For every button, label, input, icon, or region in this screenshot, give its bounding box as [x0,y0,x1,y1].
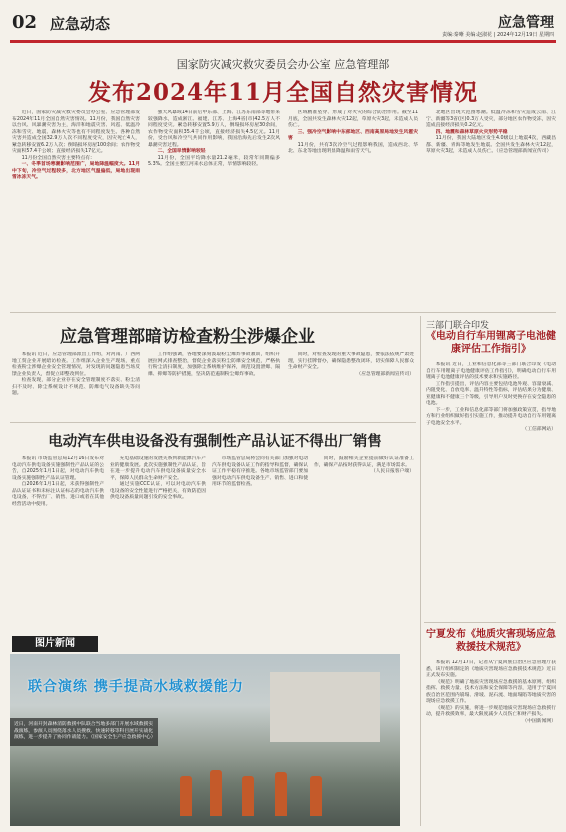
paragraph: 同时，鼓励相关企业提前做好认证准备工作，确保产品按时获得认证，满足市场需求。 [314,456,414,468]
byline: （应急管理部新闻宣传司） [356,371,414,377]
subheading: 三、强冷空气影响中东部地区、西南高原局地发生风雹灾害 [288,129,418,141]
subheading: 一、冬季首场寒潮影响范围广，局地降温幅度大。11月中下旬，冷空气过程较多，北方地区气温偏低，局地出现雨雪冰冻天气。 [12,162,140,180]
paragraph: 本报讯 市场监管总局12月16日发布对电动汽车供电设备实施强制性产品认证的公告，自2025年1月1日起，对电动汽车供电设备实施强制性产品认证管理。 [12,456,104,481]
paragraph: 11月份，我国大陆地区发生4.0级以上地震4次，西藏昌都、新疆、青海等地发生地震。全国共发生森林火灾12起，草原火灾3起，未造成人员伤亡。（应急管理部新闻宣传司） [426,136,556,154]
section-title: 应急动态 [50,15,111,33]
lead-column-2 [148,110,280,306]
paragraph: 本报讯 12月17日，记者从宁夏回族自治区应急管理厅获悉，该厅组织制定的《地质灾害现场应急救援技术规范》近日正式发布实施。 [426,660,556,678]
subheading: 二、全国旱情影响较轻 [157,149,206,154]
lead-column-1 [12,110,140,306]
paragraph: 通过实施CCC认证，可以对电动汽车供电设备的安全性能进行严格把关，有效防范因供电设备质量问题引发的安全事故。 [110,482,206,500]
lead-kicker: 国家防灾减灾救灾委员会办公室 应急管理部 [176,58,390,71]
paragraph: 北地区出现大范围寒潮。低温冷冻和雪灾造成云南、江宁、新疆等3省(区)0.3万人受灾，部分地区农作物受冻，因灾造成直接经济损失0.2亿元。 [426,110,556,128]
paragraph: 自2026年1月1日起，未获得强制性产品认证证书和未标注认证标志的电动汽车供电设备，不得出厂、销售、进口或者在其他经营活动中使用。 [12,482,104,507]
right-article2-body [426,660,556,826]
paragraph: 同时，对检查发现的重大事故隐患，要依法依规严肃处理，实行挂牌督办，确保隐患整改闭环，切实保障人民群众生命财产安全。 [288,352,414,370]
subheading: 四、地震和森林草原火灾形势平稳 [435,129,508,135]
article3-column-2 [110,456,206,646]
section-divider [424,622,556,623]
paragraph: 《规范》的实施，将进一步规范地质灾害现场应急救援行动，提升救援效率，最大限度减少人员伤亡和财产损失。 [426,705,556,717]
lead-column-4 [426,110,556,306]
paragraph: 本报讯 近日，应急管理部派出工作组，对河南、广西两地工贸企业开展暗访检查。工作组深入企业生产现场，重点检查粉尘涉爆企业安全管理情况，对发现的问题隐患当场反馈企业负责人，督促立即整改到位。 [12,352,140,377]
paragraph: 工作组强调，各地要深刻汲取粉尘爆炸事故教训，组织开展拉网式排查整治，督促企业落实粉尘防爆安全规范，严格执行粉尘清扫制度，加强除尘系统维护保养，规范设置泄爆、隔爆、抑爆等防护措施，坚决防范遏制粉尘爆炸事故。 [148,352,280,377]
paragraph: 近日，国家防灾减灾救灾委员会办公室、应急管理部发布2024年11月全国自然灾害情况。11月份，我国自然灾害以台风、风暴潮灾害为主，海洋和地震灾害、风雹、低温冷冻和雪灾、地震、森林火灾等也有不同程度发生。各种自然灾害共造成全国32.9万人次不同程度受灾，因灾死亡4人，紧急转移安置6.2万人次；倒塌损坏房屋100余间；农作物受灾面积57.4千公顷；直接经济损失17亿元。 [12,110,140,154]
lead-title: 发布2024年11月全国自然灾害情况 [87,79,479,106]
section-divider [10,422,416,423]
paragraph: 11月份，全国平均降水量21.2毫米，较常年同期偏多5.3%。全国主要江河来水总体正常，旱情影响较轻。 [148,155,280,167]
photo-rescuer [180,776,192,816]
paragraph: 市场监管总局将会同有关部门加强对电动汽车供电设备认证工作的指导和监督，确保认证工作平稳有序推进。各地市场监管部门要加强对电动汽车供电设备生产、销售、进口和使用环节的监督检查。 [212,456,308,487]
paper-name: 应急管理 [498,15,554,31]
article2-column-2 [148,352,280,416]
column-divider [420,316,421,826]
right-article1-title: 《电动自行车用锂离子电池健康评估工作指引》 [426,331,556,355]
right-section-label: 三部门联合印发 [426,321,490,331]
photo-caption: 近日，河南开封森林消防救援中队联合当地多部门开展水域救援实战演练，参演人员围绕落水人员搜救、快速转移等科目展开实战化演练，进一步提升了协同作战能力。（国家安全生产应急救援中心） [10,718,158,746]
paragraph: 工作指引提出，评估内容主要包括电池外观、容量衰减、内阻变化、自放电率、温升特性等指标，评估结果分为健康、亚健康和不健康三个等级，引导用户及时更换存在安全隐患的电池。 [426,381,556,406]
article3-column-1 [12,456,104,646]
photo-rescuer [210,770,222,816]
section-divider [10,312,556,313]
article2-column-3 [288,352,414,416]
paragraph: 检查发现，部分企业存在安全管理制度不落实、粉尘清扫不及时、除尘系统设计不规范、防爆电气设备缺失等问题。 [12,378,140,396]
lead-column-3 [288,110,418,306]
photo-rescuer [310,776,322,816]
article2-column-1 [12,352,140,416]
right-article1-body [426,362,556,624]
photo-rescuer [275,772,287,816]
right-article2-title: 宁夏发布《地质灾害现场应急救援技术规范》 [426,629,556,653]
paragraph: 11月份，共有3次冷空气过程影响我国，造成西北、华北、东北等地出现明显降温和雨雪天气。 [288,142,418,154]
paragraph: 区域精准坠穿、形成了对火灾的综合防治作用。截至11月底，全国共发生森林火灾12起，草原火灾3起，未造成人员伤亡。 [288,110,418,128]
byline: （工信部网站） [522,427,556,432]
article3-column-3 [212,456,308,646]
page-number: 02 [12,12,38,33]
issue-meta: 责编:秦晰 美编:赵淑花 | 2024年12月19日 星期四 [442,32,554,38]
paragraph: 《规范》明确了地质灾害现场应急救援的基本原则、组织指挥、救援力量、技术方法和安全保障等内容，适用于宁夏回族自治区范围内崩塌、滑坡、泥石流、地面塌陷等地质灾害的现场应急救援工作。 [426,679,556,704]
byline: （人民日报客户端） [370,469,414,474]
paragraph: 下一步，工业和信息化部等部门将加强政策宣贯，指导地方和行业组织做好指引实施工作，推动提升电动自行车用锂离子电池安全水平。 [426,407,556,426]
paragraph: 11月份全国自然灾害主要特点有： [21,155,95,161]
photo-news-label: 图片新闻 [12,636,98,652]
photo-rescuer [242,776,254,816]
paragraph: 强大风暴域14日前后中东部、上海、江苏东南部等地带来较强降水，造成浙江、福建、江苏、上海4省(市)42.5万人不同程度受灾。紧急转移安置5.9万人，倒塌损坏房屋30余间，农作物受灾面积35.4千公顷，直接经济损失4.5亿元。11月份，受台风和冷空气共同作用影响，我国沿海先后发生2次风暴潮灾害过程。 [148,110,280,148]
paragraph: 本报讯 近日，工业和信息化部等三部门联合印发《电动自行车用锂离子电池健康评估工作指引》，明确电动自行车用锂离子电池健康评估的技术要求和实施路径。 [426,362,556,380]
photo-building [270,672,380,742]
paragraph: 充电基础设施的发展关系到新能源汽车产业的健康发展。此次实施强制性产品认证，旨在进一步提升电动汽车供电设备质量安全水平，保障人民群众生命财产安全。 [110,456,206,481]
article3-column-4 [314,456,414,646]
photo-banner: 联合演练 携手提高水域救援能力 [28,679,244,695]
byline: （中国新闻网） [522,718,556,724]
header-rule [10,40,556,43]
article2-title: 应急管理部暗访检查粉尘涉爆企业 [60,327,315,347]
article3-title: 电动汽车供电设备没有强制性产品认证不得出厂销售 [48,433,382,450]
